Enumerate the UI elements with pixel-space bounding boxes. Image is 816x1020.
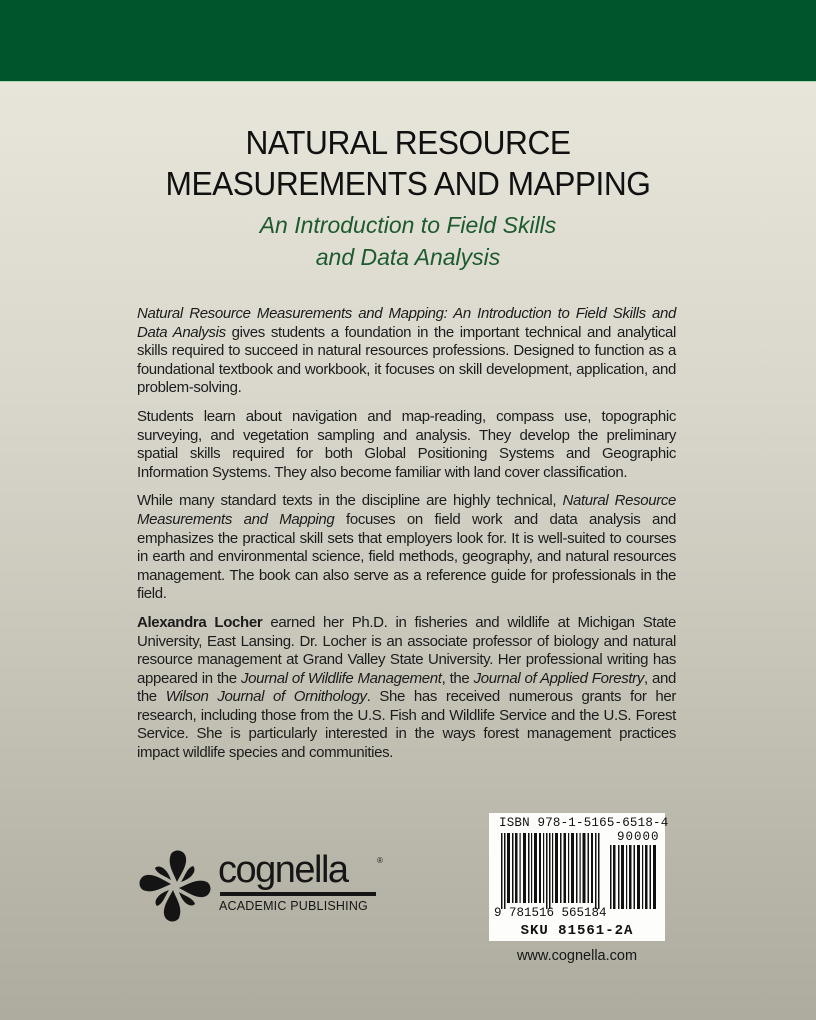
author-bio: Alexandra Locher earned her Ph.D. in fisheries and wildlife at Michigan State University, East Lansing. Dr. Locher is an associate professor of biology and natural resource management at Grand Valley State University. Her professional writing has appeared in the Journal of Wildlife Management, the Journal of Applied Forestry, and the Wilson Journal of Ornithology. She has received numerous grants for her research, including those from the U.S. Fish and Wildlife Service and the U.S. Forest Service. She is particularly interested in the ways forest management practices impact wildlife species and communities. — [137, 613, 676, 762]
sku-text: SKU 81561-2A — [520, 923, 634, 939]
subtitle-line-1: An Introduction to Field Skills — [259, 212, 557, 238]
ean-barcode — [501, 833, 601, 909]
flower-pinwheel-icon — [135, 846, 215, 926]
book-title — [16, 122, 799, 204]
top-color-band — [0, 0, 816, 82]
registered-mark: ® — [377, 856, 383, 865]
book-description — [137, 305, 676, 773]
description-paragraph-3: While many standard texts in the discipline are highly technical, Natural Resource Measurements and Mapping focuses on field work and data analysis and emphasizes the practical skill sets that employers look for. It is well-suited to courses in earth and environmental science, field methods, geography, and natural resources management. The book can also serve as a reference guide for professionals in the field. — [137, 492, 677, 603]
logo-underline — [220, 892, 376, 896]
author-name: Alexandra Locher — [137, 613, 263, 631]
publisher-tagline: ACADEMIC PUBLISHING — [219, 899, 368, 913]
publisher-website: www.cognella.com — [516, 948, 638, 964]
publisher-name: cognella — [218, 849, 348, 891]
title-line-1: NATURAL RESOURCE — [245, 124, 571, 161]
description-paragraph-2: Students learn about navigation and map-reading, compass use, topographic surveying, and vegetation sampling and analysis. They develop the preliminary spatial skills required for both Global Positioning Systems and Geographic Information Systems. They also become familiar with land cover classification. — [137, 407, 676, 481]
publisher-logo — [135, 846, 395, 926]
ean-digits: 9 781516 565184 — [494, 906, 607, 920]
book-title-italic: Natural Resource Measurements and Mapping: An Introduction to Field Skills and Data Analysis — [137, 305, 676, 341]
book-subtitle — [0, 209, 816, 273]
title-line-2: MEASUREMENTS AND MAPPING — [165, 165, 651, 202]
addon-barcode — [610, 845, 658, 909]
subtitle-line-2: and Data Analysis — [315, 244, 501, 270]
barcode-label — [489, 813, 669, 941]
description-paragraph-1: Natural Resource Measurements and Mapping: An Introduction to Field Skills and Data Analysis gives students a foundation in the important technical and analytical skills required to succeed in natural resources professions. Designed to function as a foundational textbook and workbook, it focuses on skill development, application, and problem-solving. — [137, 305, 676, 397]
price-addon-text: 90000 — [617, 830, 660, 844]
isbn-text: ISBN 978-1-5165-6518-4 — [499, 816, 669, 830]
